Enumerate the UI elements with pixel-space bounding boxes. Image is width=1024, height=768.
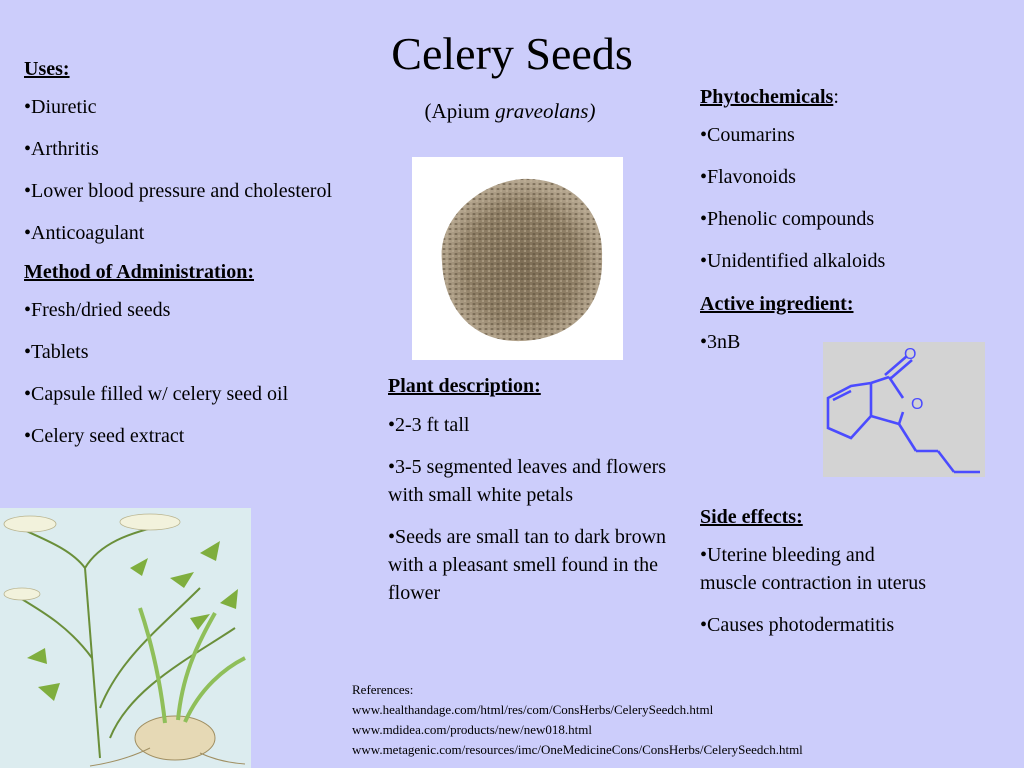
uses-heading: Uses: [24, 58, 70, 80]
phytochemicals-item: •Coumarins [700, 124, 795, 146]
reference-link[interactable]: www.metagenic.com/resources/imc/OneMedicineCons/ConsHerbs/CelerySeedch.html [352, 742, 803, 757]
reference-link[interactable]: www.mdidea.com/products/new/new018.html [352, 722, 592, 737]
molecule-carbonyl-oxygen-label: O [904, 346, 917, 363]
celery-seeds-image [412, 157, 623, 360]
phytochemicals-heading-row [700, 86, 1020, 109]
uses-item: •Diuretic [24, 96, 97, 118]
plant-description-item: •Seeds are small tan to dark brown with a pleasant smell found in the flower [388, 526, 667, 604]
plant-description-item: •3-5 segmented leaves and flowers with small white petals [388, 456, 667, 506]
plant-description-heading: Plant description: [388, 375, 541, 397]
uses-section [24, 58, 364, 450]
side-effects-item: •Causes photodermatitis [700, 614, 895, 636]
uses-item: •Anticoagulant [24, 222, 145, 244]
phytochemicals-section [700, 86, 1020, 356]
botanical-name-species: graveolans) [495, 99, 596, 123]
method-heading: Method of Administration: [24, 261, 254, 283]
plant-description-item: •2-3 ft tall [388, 414, 470, 436]
references-heading: References: [352, 682, 414, 697]
active-ingredient-heading: Active ingredient: [700, 293, 854, 315]
celery-plant-illustration [0, 508, 251, 768]
phytochemicals-item: •Phenolic compounds [700, 208, 875, 230]
method-item: •Celery seed extract [24, 425, 185, 447]
side-effects-heading: Side effects: [700, 506, 803, 528]
references [352, 680, 1002, 760]
phytochemicals-heading: Phytochemicals [700, 86, 834, 108]
active-ingredient-item: •3nB [700, 331, 741, 353]
method-item: •Tablets [24, 341, 89, 363]
uses-item: •Arthritis [24, 138, 99, 160]
3nb-molecule-diagram [823, 342, 985, 477]
method-item: •Fresh/dried seeds [24, 299, 171, 321]
phytochemicals-item: •Unidentified alkaloids [700, 250, 886, 272]
phytochemicals-colon: : [833, 86, 839, 108]
method-item: •Capsule filled w/ celery seed oil [24, 383, 289, 405]
botanical-name [360, 99, 660, 124]
botanical-name-prefix: (Apium [424, 99, 496, 123]
reference-link[interactable]: www.healthandage.com/html/res/com/ConsHerbs/CelerySeedch.html [352, 702, 714, 717]
phytochemicals-item: •Flavonoids [700, 166, 796, 188]
uses-item: •Lower blood pressure and cholesterol [24, 180, 333, 202]
plant-description-section [388, 375, 673, 607]
molecule-ring-oxygen-label: O [911, 396, 924, 413]
side-effects-section [700, 506, 1000, 639]
slide-title: Celery Seeds [391, 28, 633, 79]
side-effects-item: •Uterine bleeding and muscle contraction in uterus [700, 544, 927, 594]
